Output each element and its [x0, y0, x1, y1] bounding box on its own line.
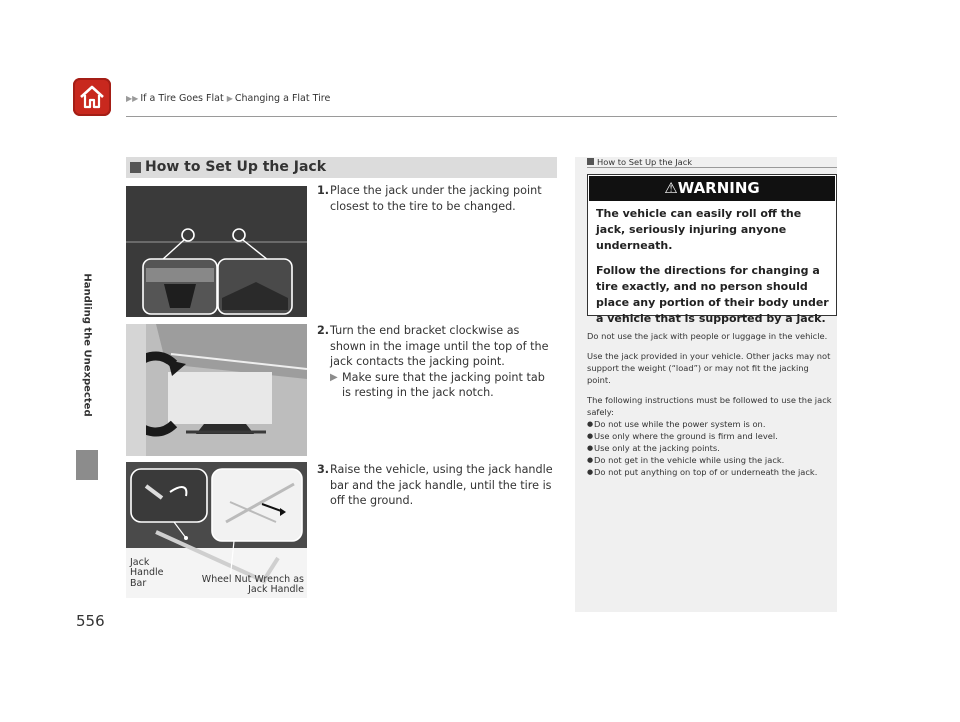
- figure-turn-bracket: [126, 324, 307, 456]
- breadcrumb: [126, 93, 330, 104]
- safety-bullet-list: [587, 418, 832, 478]
- warning-body: [596, 206, 830, 336]
- warning-box: [587, 174, 837, 325]
- step-text: Turn the end bracket clockwise as shown in the image until the top of the jack contacts the jacking point.: [330, 324, 549, 368]
- note-text: The following instructions must be followed to use the jack safely:: [587, 395, 832, 417]
- list-item: ● Do not put anything on top of or underneath the jack.: [587, 466, 832, 478]
- step-subnote-text: Make sure that the jacking point tab is resting in the jack notch.: [342, 370, 545, 399]
- list-item: ● Use only where the ground is firm and level.: [587, 430, 832, 442]
- step-text: Raise the vehicle, using the jack handle bar and the jack handle, until the tire is off the ground.: [330, 463, 553, 507]
- warning-header: [589, 176, 835, 201]
- page-number: 556: [76, 612, 105, 630]
- list-item: ● Do not get in the vehicle while using the jack.: [587, 454, 832, 466]
- step-subnote: [330, 370, 557, 401]
- home-button[interactable]: [73, 78, 111, 116]
- step-number: 2.: [317, 324, 330, 337]
- note-text: Do not use the jack with people or luggage in the vehicle.: [587, 331, 828, 341]
- list-item: ● Do not use while the power system is on.: [587, 418, 832, 430]
- chapter-tab[interactable]: [76, 450, 98, 480]
- warning-text: The vehicle can easily roll off the jack, seriously injuring anyone underneath.: [596, 207, 802, 252]
- step-text: Place the jack under the jacking point closest to the tire to be changed.: [330, 184, 542, 213]
- warning-triangle-icon: ⚠: [664, 179, 678, 197]
- figure-jack-handle: [126, 462, 307, 598]
- side-notes-heading-text: How to Set Up the Jack: [597, 157, 693, 167]
- section-square-icon: [130, 162, 141, 173]
- callout-jack-handle-bar: Jack Handle Bar: [130, 557, 164, 589]
- step-1: [317, 183, 557, 214]
- step-number: 3.: [317, 463, 330, 476]
- list-item: ● Use only at the jacking points.: [587, 442, 832, 454]
- breadcrumb-link-flat-tire[interactable]: If a Tire Goes Flat: [140, 93, 224, 104]
- arrow-right-icon: ▶: [330, 371, 338, 383]
- figure-jacking-points: [126, 186, 307, 317]
- side-notes-rule: [587, 167, 837, 168]
- note-ref-icon: [587, 158, 594, 165]
- step-3: [317, 462, 557, 509]
- side-notes-heading: [575, 157, 837, 167]
- callout-wheel-nut-wrench: Wheel Nut Wrench as Jack Handle: [201, 574, 304, 596]
- note-text: Use the jack provided in your vehicle. Other jacks may not support the weight (“load”) or may not fit the jacking point.: [587, 351, 831, 385]
- side-notes: [587, 330, 832, 478]
- section-heading: [126, 157, 557, 178]
- chapter-side-label: Handling the Unexpected: [81, 273, 93, 417]
- warning-text: Follow the directions for changing a tire exactly, and no person should place any portion of their body under a vehicle that is supported by a jack.: [596, 264, 829, 325]
- breadcrumb-arrow-icon: ▶▶: [126, 94, 139, 103]
- step-2: [317, 323, 557, 401]
- home-icon: [78, 83, 106, 111]
- step-number: 1.: [317, 184, 330, 197]
- breadcrumb-arrow-icon: ▶: [226, 94, 233, 103]
- warning-title: WARNING: [677, 179, 760, 197]
- breadcrumb-current: Changing a Flat Tire: [234, 93, 331, 104]
- header-rule: [126, 116, 837, 117]
- section-title: How to Set Up the Jack: [145, 159, 327, 175]
